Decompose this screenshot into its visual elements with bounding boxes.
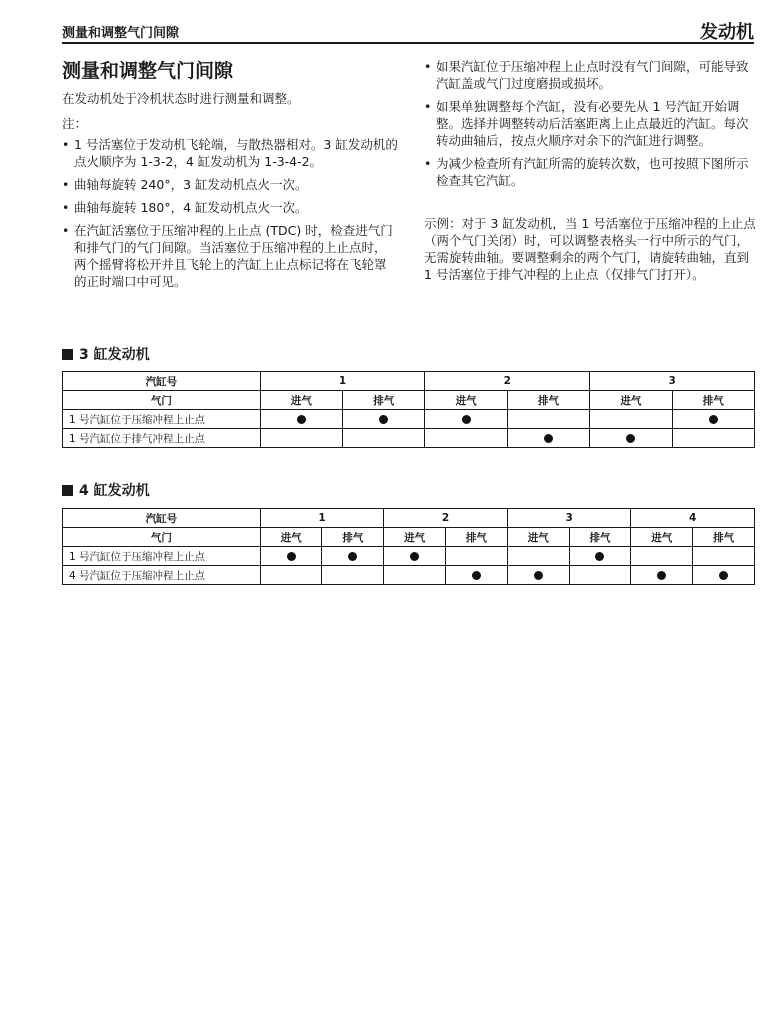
valve-cell <box>343 429 425 448</box>
check-dot-icon <box>595 552 604 561</box>
valve-cell <box>260 547 322 566</box>
valve-cell <box>446 566 508 585</box>
cylinder-number: 2 <box>425 372 590 391</box>
section-title-4cyl <box>62 480 150 500</box>
valve-cell <box>322 566 384 585</box>
cylinder-header-row <box>63 509 755 528</box>
check-dot-icon <box>719 571 728 580</box>
page-title: 测量和调整气门间隙 <box>62 60 234 82</box>
square-bullet-icon <box>62 349 73 360</box>
cylinder-header-row <box>63 372 755 391</box>
valve-header-label: 气门 <box>63 528 261 547</box>
left-column <box>62 58 398 296</box>
note-item: • 如果单独调整每个汽缸，没有必要先从 1 号汽缸开始调整。选择并调整转动后活塞距离上止点最近的汽缸。每次转动曲轴后，按点火顺序对余下的汽缸进行调整。 <box>424 98 756 149</box>
page-header <box>62 18 754 44</box>
valve-cell <box>425 410 507 429</box>
exhaust-header: 排气 <box>569 528 631 547</box>
row-label: 1 号汽缸位于压缩冲程上止点 <box>63 410 261 429</box>
valve-cell <box>507 410 589 429</box>
example-text: 示例：对于 3 缸发动机，当 1 号活塞位于压缩冲程的上止点（两个气门关闭）时，可以调整表格头一行中所示的气门，无需旋转曲轴。要调整剩余的两个气门，请旋转曲轴，直到 1 号活塞位于排气冲程的上止点（仅排气门打开）。 <box>424 216 756 282</box>
cylinder-number: 3 <box>590 372 755 391</box>
note-item: • 在汽缸活塞位于压缩冲程的上止点 (TDC) 时，检查进气门和排气门的气门间隙。当活塞位于压缩冲程的上止点时，两个摇臂将松开并且飞轮上的汽缸上止点标记将在飞轮罩的正时端口中可见。 <box>62 222 398 290</box>
valve-cell <box>260 429 342 448</box>
note-item: • 曲轴每旋转 240°，3 缸发动机点火一次。 <box>62 176 398 193</box>
valve-header-label: 气门 <box>63 391 261 410</box>
check-dot-icon <box>709 415 718 424</box>
check-dot-icon <box>472 571 481 580</box>
note-label: 注： <box>62 116 88 131</box>
header-chapter: 发动机 <box>700 22 754 43</box>
section-title-3cyl <box>62 344 150 364</box>
row-label: 4 号汽缸位于压缩冲程上止点 <box>63 566 261 585</box>
valve-cell <box>672 410 754 429</box>
intro-text: 在发动机处于冷机状态时进行测量和调整。 <box>62 91 300 106</box>
note-item: • 1 号活塞位于发动机飞轮端，与散热器相对。3 缸发动机的点火顺序为 1-3-2，4 缸发动机为 1-3-4-2。 <box>62 136 398 170</box>
intake-header: 进气 <box>384 528 446 547</box>
intake-header: 进气 <box>260 391 342 410</box>
cylinder-number: 1 <box>260 509 384 528</box>
valve-cell <box>693 547 755 566</box>
row-label: 1 号汽缸位于压缩冲程上止点 <box>63 547 261 566</box>
valve-cell <box>631 566 693 585</box>
square-bullet-icon <box>62 485 73 496</box>
check-dot-icon <box>410 552 419 561</box>
intake-header: 进气 <box>507 528 569 547</box>
check-dot-icon <box>626 434 635 443</box>
note-list <box>62 136 398 290</box>
cylinder-number: 2 <box>384 509 508 528</box>
valve-cell <box>507 566 569 585</box>
check-dot-icon <box>287 552 296 561</box>
intake-header: 进气 <box>590 391 672 410</box>
exhaust-header: 排气 <box>672 391 754 410</box>
valve-cell <box>343 410 425 429</box>
note-list-continued <box>424 58 756 189</box>
cylinder-header-label: 汽缸号 <box>63 509 261 528</box>
valve-cell <box>260 410 342 429</box>
exhaust-header: 排气 <box>322 528 384 547</box>
cylinder-header-label: 汽缸号 <box>63 372 261 391</box>
check-dot-icon <box>348 552 357 561</box>
valve-cell <box>384 566 446 585</box>
check-dot-icon <box>379 415 388 424</box>
valve-cell <box>507 547 569 566</box>
row-label: 1 号汽缸位于排气冲程上止点 <box>63 429 261 448</box>
check-dot-icon <box>657 571 666 580</box>
note-item: • 如果汽缸位于压缩冲程上止点时没有气门间隙，可能导致汽缸盖或气门过度磨损或损坏。 <box>424 58 756 92</box>
exhaust-header: 排气 <box>507 391 589 410</box>
valve-cell <box>384 547 446 566</box>
table-row <box>63 429 755 448</box>
valve-table-3cyl <box>62 371 755 448</box>
valve-cell <box>569 547 631 566</box>
cylinder-number: 4 <box>631 509 755 528</box>
cylinder-number: 3 <box>507 509 631 528</box>
valve-cell <box>693 566 755 585</box>
valve-header-row <box>63 391 755 410</box>
exhaust-header: 排气 <box>343 391 425 410</box>
valve-cell <box>631 547 693 566</box>
section-title-text: 3 缸发动机 <box>79 347 150 363</box>
valve-cell <box>425 429 507 448</box>
note-item: • 曲轴每旋转 180°，4 缸发动机点火一次。 <box>62 199 398 216</box>
check-dot-icon <box>544 434 553 443</box>
intake-header: 进气 <box>425 391 507 410</box>
note-item: • 为减少检查所有汽缸所需的旋转次数，也可按照下图所示检查其它汽缸。 <box>424 155 756 189</box>
valve-cell <box>590 410 672 429</box>
intake-header: 进气 <box>631 528 693 547</box>
valve-cell <box>672 429 754 448</box>
header-section-title: 测量和调整气门间隙 <box>62 26 180 41</box>
table-row <box>63 547 755 566</box>
table-row <box>63 410 755 429</box>
valve-cell <box>569 566 631 585</box>
valve-cell <box>590 429 672 448</box>
section-title-text: 4 缸发动机 <box>79 483 150 499</box>
table-row <box>63 566 755 585</box>
valve-cell <box>260 566 322 585</box>
check-dot-icon <box>534 571 543 580</box>
right-column <box>424 58 756 283</box>
cylinder-number: 1 <box>260 372 425 391</box>
check-dot-icon <box>297 415 306 424</box>
valve-cell <box>322 547 384 566</box>
valve-header-row <box>63 528 755 547</box>
check-dot-icon <box>462 415 471 424</box>
intake-header: 进气 <box>260 528 322 547</box>
exhaust-header: 排气 <box>693 528 755 547</box>
valve-table-4cyl <box>62 508 755 585</box>
valve-cell <box>507 429 589 448</box>
valve-cell <box>446 547 508 566</box>
exhaust-header: 排气 <box>446 528 508 547</box>
